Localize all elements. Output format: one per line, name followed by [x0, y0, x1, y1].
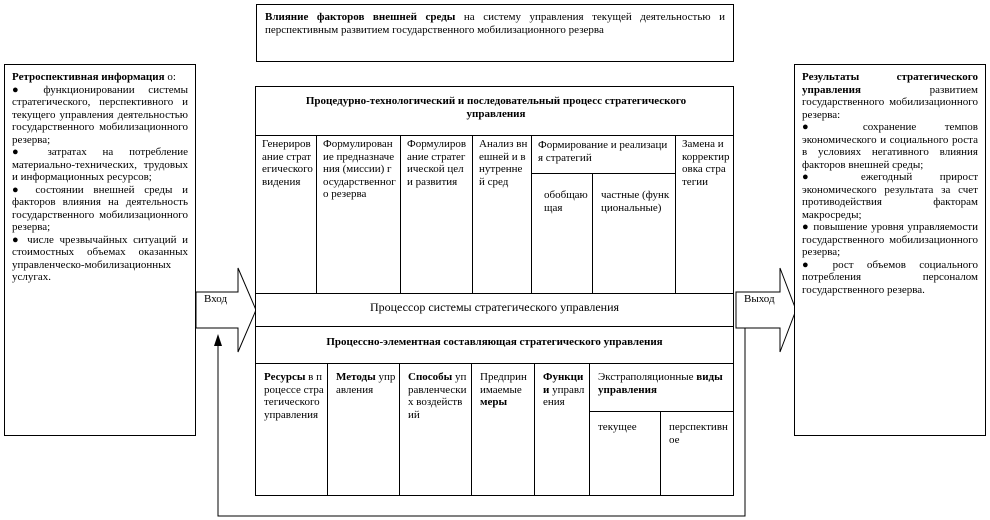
results-title-suffix: развитием государственного мобилизационного резерва:	[802, 83, 978, 121]
bullet-icon: ●	[12, 146, 32, 158]
results-item-text: ежегодный прирост экономического результата за счет противодействия факторам макросреды;	[802, 171, 978, 221]
ways-text: управленческих воздействий	[408, 371, 467, 421]
extrapolation-bold: виды управления	[598, 371, 723, 396]
retrospective-item-text: числе чрезвычайных ситуаций и стоимостных объемах оказанных управленческо-мобилизационных услугах.	[12, 233, 189, 283]
results-item	[802, 121, 978, 171]
results-item	[802, 221, 978, 259]
formation-particular: частные (функциональные)	[601, 189, 670, 214]
results-title: Результаты стратегического управления	[802, 71, 978, 96]
process-column-goal: Формулирование стратегической цели развития	[400, 135, 472, 293]
retrospective-item	[12, 234, 188, 284]
formation-header: Формирование и реализация стратегий	[538, 139, 668, 164]
results-item	[802, 259, 978, 297]
process-column-replacement: Замена и корректировка стратегии	[675, 135, 733, 293]
results-item-text: сохранение темпов экономического и социального роста в условиях негативного влияния факторов внешней среды;	[802, 121, 978, 171]
functions-bold: Функции	[543, 371, 584, 396]
elements-extrapolation	[589, 363, 733, 495]
results-item-text: повышение уровня управляемости государственного мобилизационного резерва;	[802, 221, 978, 258]
bullet-icon: ●	[802, 221, 810, 233]
retrospective-title: Ретроспективная информация	[12, 71, 165, 83]
retrospective-item	[12, 84, 188, 147]
process-column-analysis: Анализ внешней и внутренней сред	[472, 135, 531, 293]
retrospective-item-text: затратах на потребление материально-технических, трудовых и информационных ресурсов;	[12, 146, 188, 183]
extrapolation-text: Экстраполяционные	[598, 371, 697, 383]
measures-bold: меры	[480, 396, 508, 408]
elements-measures	[471, 363, 534, 495]
ways-bold: Способы	[408, 371, 453, 383]
input-arrow	[196, 268, 256, 352]
methods-text: управления	[336, 371, 396, 396]
resources-text: в процессе стратегического управления	[264, 371, 324, 421]
output-label: Выход	[744, 293, 775, 305]
bullet-icon: ●	[802, 121, 835, 133]
elements-resources	[256, 363, 327, 495]
measures-text: Предпринимаемые	[480, 371, 527, 396]
bullet-icon: ●	[12, 83, 30, 96]
external-factors-title: Влияние факторов внешней среды	[265, 11, 456, 23]
process-box	[255, 86, 734, 294]
retrospective-title-suffix: о:	[164, 71, 176, 83]
bullet-icon: ●	[12, 183, 26, 196]
retrospective-item	[12, 184, 188, 234]
elements-title: Процессно-элементная составляющая стратегического управления	[326, 336, 663, 348]
extrapolation-current: текущее	[598, 421, 637, 433]
external-factors-box	[256, 4, 734, 62]
elements-box	[255, 326, 734, 496]
process-column-mission: Формулирование предназначения (миссии) государственного резерва	[316, 135, 400, 293]
resources-bold: Ресурсы	[264, 371, 306, 383]
input-label: Вход	[204, 293, 228, 305]
retrospective-item-text: состоянии внешней среды и факторов влияния на деятельность государственного мобилизационного резерва;	[12, 183, 188, 233]
results-item	[802, 171, 978, 221]
methods-bold: Методы	[336, 371, 376, 383]
results-box	[794, 64, 986, 436]
bullet-icon: ●	[12, 233, 22, 246]
external-factors-text: на систему управления текущей деятельностью и перспективным развитием государственного мобилизационного резерва	[265, 11, 725, 36]
feedback-arrowhead	[214, 334, 222, 346]
retrospective-item	[12, 146, 188, 184]
bullet-icon: ●	[802, 258, 820, 271]
formation-general: обобщающая	[544, 189, 588, 214]
process-column-vision: Генерирование стратегического видения	[262, 138, 313, 188]
elements-functions	[534, 363, 589, 495]
functions-text: управления	[543, 383, 585, 408]
retrospective-item-text: функционировании системы стратегического, перспективного и текущего управления деятельностью государственного мобилизационного резерва;	[12, 83, 188, 146]
process-column-formation	[531, 135, 675, 293]
extrapolation-header	[590, 371, 733, 396]
process-title: Процедурно-технологический и последовательный процесс стратегического управления	[305, 95, 687, 120]
processor-label: Процессор системы стратегического управления	[369, 300, 620, 314]
retrospective-info-box	[4, 64, 196, 436]
bullet-icon: ●	[802, 171, 834, 183]
elements-ways	[399, 363, 471, 495]
extrapolation-perspective: перспективное	[669, 421, 728, 446]
elements-methods	[327, 363, 399, 495]
results-item-text: рост объемов социального потребления персоналом государственного резерва.	[802, 258, 978, 296]
processor-box	[255, 293, 734, 327]
